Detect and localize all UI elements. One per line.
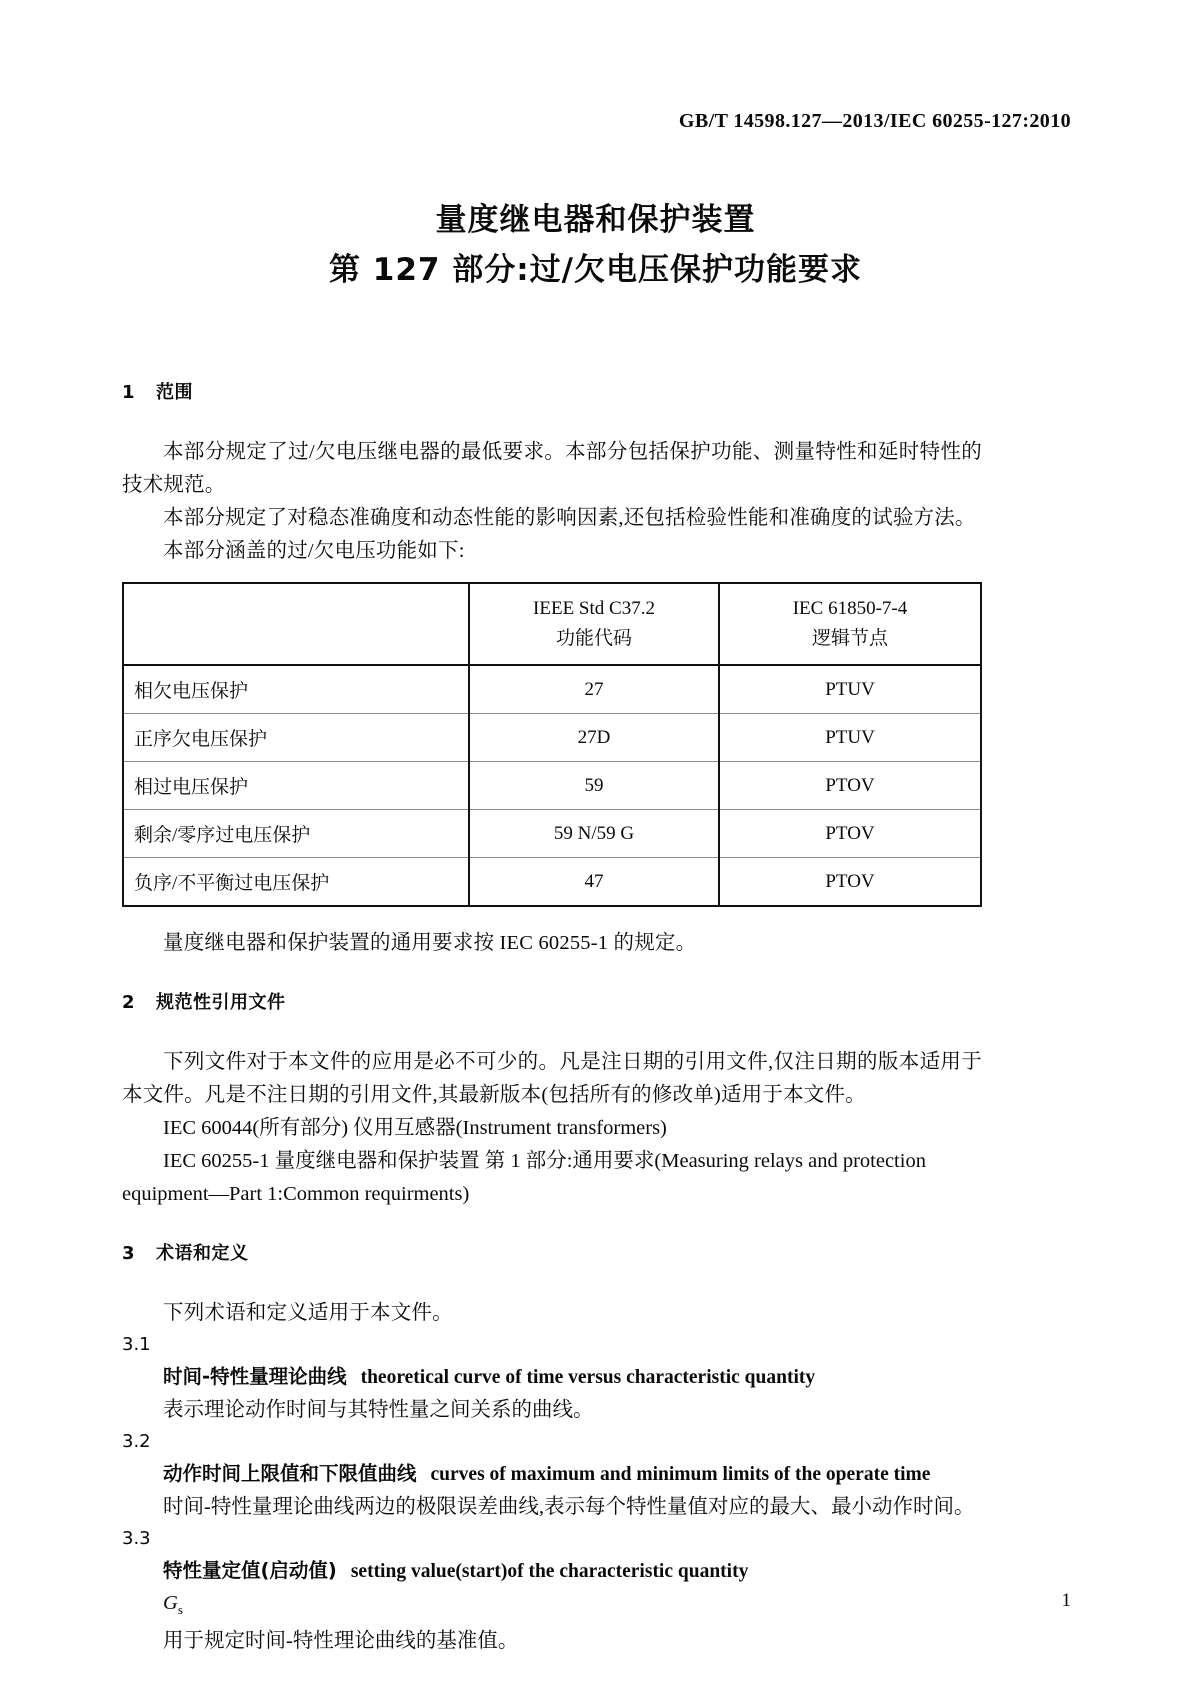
table-header-ieee-line2: 功能代码	[555, 628, 632, 649]
clause-title-2: 规范性引用文件	[156, 992, 286, 1013]
definition-symbol-glyph: G	[163, 1592, 178, 1614]
normative-reference-2-continued: equipment—Part 1:Common requirments)	[122, 1183, 470, 1205]
function-table	[122, 582, 982, 907]
table-header-iec-line2: 逻辑节点	[811, 628, 888, 649]
definition-term-zh: 动作时间上限值和下限值曲线	[163, 1462, 417, 1485]
document-title-line1: 量度继电器和保护装置	[435, 202, 756, 238]
function-table-body	[123, 665, 981, 906]
clause-title-3: 术语和定义	[156, 1243, 249, 1264]
table-header-ieee-line1: IEEE Std C37.2	[533, 598, 655, 619]
row-code: 59	[469, 762, 719, 810]
normative-reference-1: IEC 60044(所有部分) 仪用互感器(Instrument transformers)	[163, 1117, 667, 1139]
definition-number-3-3: 3.3	[122, 1528, 151, 1549]
table-row	[123, 810, 981, 858]
document-title	[0, 198, 1191, 294]
definition-symbol-3-3	[122, 1588, 982, 1625]
definition-text-3-2: 时间-特性量理论曲线两边的极限误差曲线,表示每个特性量值对应的最大、最小动作时间。	[163, 1496, 975, 1518]
table-row	[123, 665, 981, 714]
definition-term-zh: 特性量定值(启动值)	[163, 1559, 337, 1582]
row-code: 27	[469, 665, 719, 714]
definition-term-en: theoretical curve of time versus characteristic quantity	[360, 1367, 816, 1388]
normative-reference-2: IEC 60255-1 量度继电器和保护装置 第 1 部分:通用要求(Measuring relays and protection	[163, 1150, 926, 1172]
definition-symbol-subscript: s	[177, 1602, 183, 1618]
clause-title-1: 范围	[156, 382, 193, 403]
row-node: PTUV	[719, 714, 981, 762]
row-node: PTOV	[719, 858, 981, 907]
definition-number-3-2: 3.2	[122, 1431, 151, 1452]
definition-term-en: setting value(start)of the characteristic quantity	[350, 1561, 749, 1582]
clause-number-2: 2	[122, 992, 136, 1013]
clause-heading-3	[122, 1241, 982, 1267]
definition-text-3-1: 表示理论动作时间与其特性量之间关系的曲线。	[163, 1399, 594, 1421]
definition-number-3-1: 3.1	[122, 1334, 151, 1355]
row-name: 相过电压保护	[123, 762, 469, 810]
row-code: 27D	[469, 714, 719, 762]
table-row	[123, 714, 981, 762]
clause-number-3: 3	[122, 1243, 136, 1264]
definition-term-zh: 时间-特性量理论曲线	[163, 1365, 347, 1388]
clause2-paragraph-1: 下列文件对于本文件的应用是必不可少的。凡是注日期的引用文件,仅注日期的版本适用于本文件。凡是不注日期的引用文件,其最新版本(包括所有的修改单)适用于本文件。	[122, 1051, 982, 1106]
table-header-ieee	[469, 583, 719, 665]
definition-text-3-3: 用于规定时间-特性理论曲线的基准值。	[163, 1630, 519, 1653]
page-number: 1	[1061, 1590, 1071, 1611]
clause1-paragraph-3: 本部分涵盖的过/欠电压功能如下:	[163, 540, 465, 562]
row-node: PTOV	[719, 762, 981, 810]
clause1-paragraph-2: 本部分规定了对稳态准确度和动态性能的影响因素,还包括检验性能和准确度的试验方法。	[163, 507, 976, 529]
clause1-paragraph-1: 本部分规定了过/欠电压继电器的最低要求。本部分包括保护功能、测量特性和延时特性的技术规范。	[122, 441, 982, 496]
clause1-paragraph-4: 量度继电器和保护装置的通用要求按 IEC 60255-1 的规定。	[163, 932, 697, 954]
definition-term-3-1	[122, 1360, 982, 1394]
row-code: 47	[469, 858, 719, 907]
function-table-head	[123, 583, 981, 665]
table-header-blank	[123, 583, 469, 665]
definition-term-en: curves of maximum and minimum limits of the operate time	[430, 1464, 931, 1485]
table-header-iec	[719, 583, 981, 665]
clause-number-1: 1	[122, 382, 136, 403]
row-node: PTOV	[719, 810, 981, 858]
row-node: PTUV	[719, 665, 981, 714]
row-name: 相欠电压保护	[123, 665, 469, 714]
document-body	[122, 380, 982, 1658]
clause-heading-2	[122, 990, 982, 1016]
table-row	[123, 762, 981, 810]
table-header-row	[123, 583, 981, 665]
clause-heading-1	[122, 380, 982, 406]
clause3-intro: 下列术语和定义适用于本文件。	[163, 1302, 453, 1324]
row-name: 负序/不平衡过电压保护	[123, 858, 469, 907]
row-name: 剩余/零序过电压保护	[123, 810, 469, 858]
table-header-iec-line1: IEC 61850-7-4	[792, 598, 908, 619]
running-header: GB/T 14598.127—2013/IEC 60255-127:2010	[678, 110, 1071, 132]
row-name: 正序欠电压保护	[123, 714, 469, 762]
document-title-line2: 第 127 部分:过/欠电压保护功能要求	[328, 252, 862, 288]
definition-term-3-3	[122, 1554, 982, 1588]
table-row	[123, 858, 981, 907]
row-code: 59 N/59 G	[469, 810, 719, 858]
definition-term-3-2	[122, 1457, 982, 1491]
